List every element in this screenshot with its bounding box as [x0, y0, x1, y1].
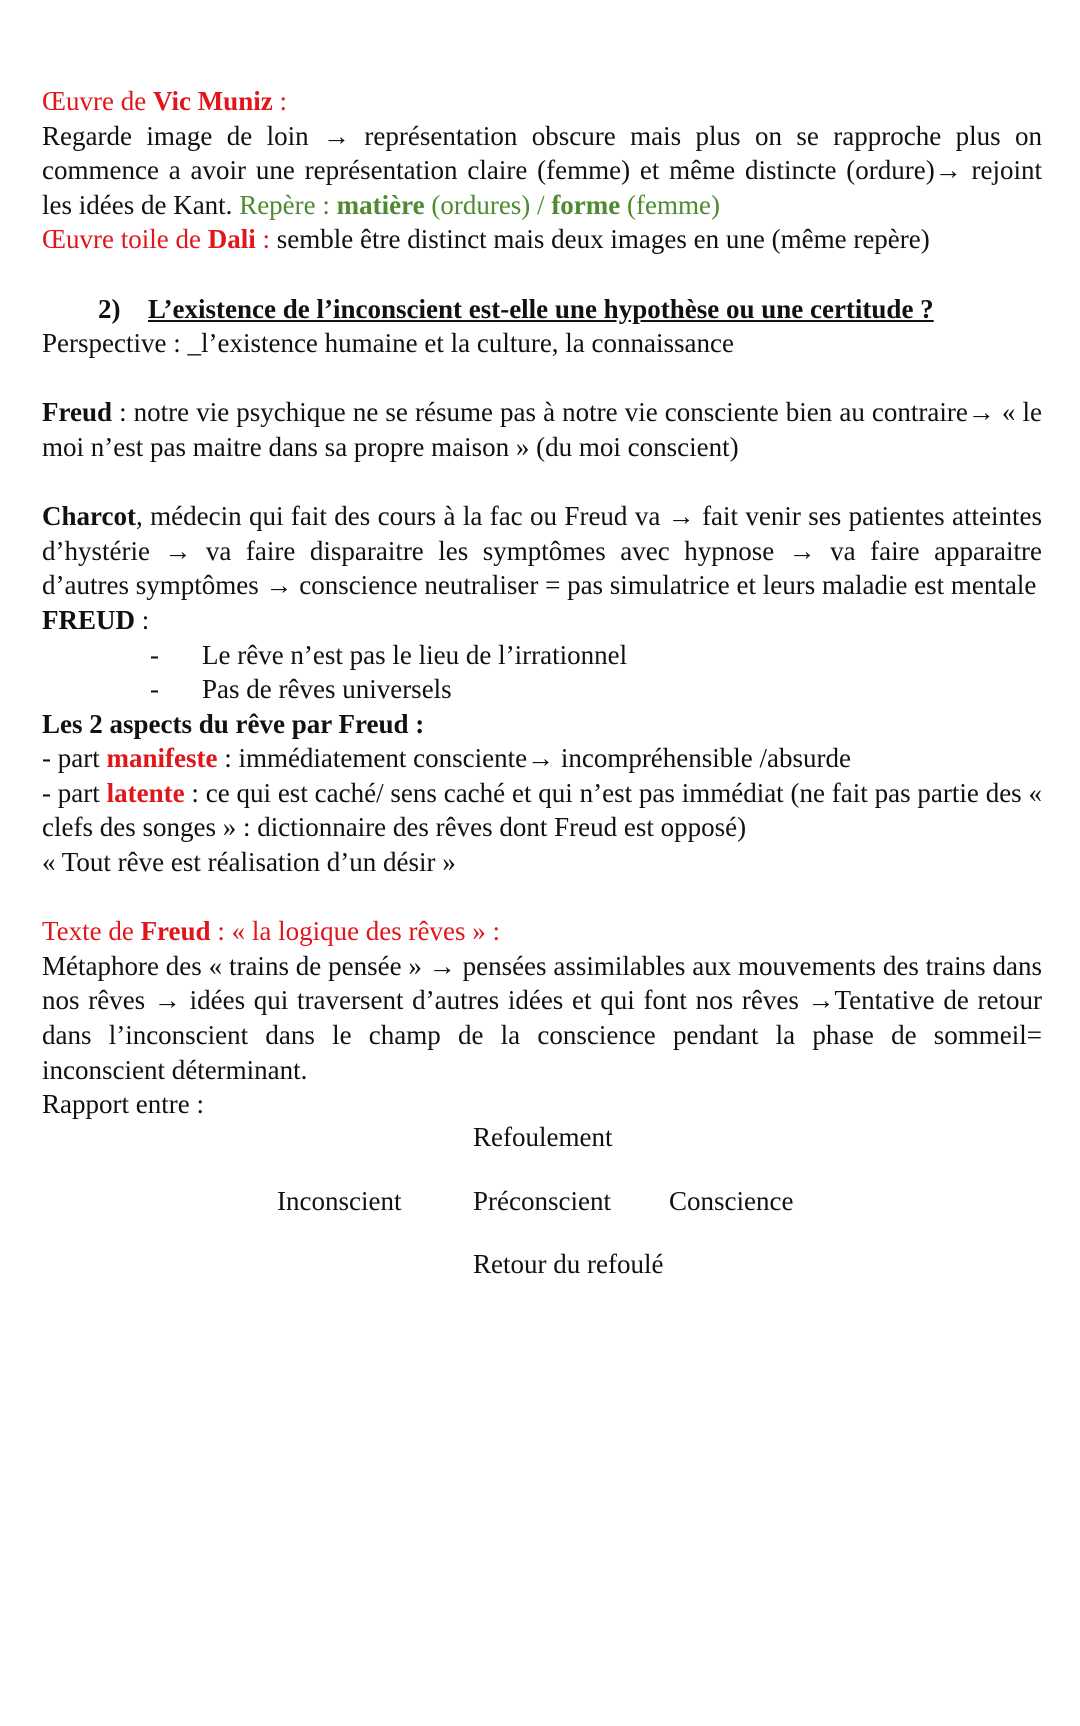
perspective-text: l’existence humaine et la culture, la connaissance: [200, 328, 734, 359]
freud-caps-heading: [42, 603, 1042, 638]
texte-freud-name: Freud: [140, 916, 211, 947]
muniz-text: Regarde image de loin → représentation obscure mais plus on se rapproche plus on commence a avoir une représentation claire (femme) et même distincte (ordure)→ rejoint les idées de Kant.: [42, 120, 1042, 220]
muniz-paragraph: [42, 119, 1042, 223]
diagram-refoulement: Refoulement: [473, 1121, 613, 1152]
texte-freud-title: : « la logique des rêves » :: [210, 916, 501, 947]
charcot-paragraph: [42, 499, 1042, 603]
perspective-label: Perspective :: [42, 328, 188, 359]
freud-caps-colon: :: [135, 604, 150, 635]
dali-heading-prefix: Œuvre toile de: [42, 224, 208, 255]
diagram-inconscient: Inconscient: [277, 1185, 402, 1216]
latente-word: latente: [106, 777, 185, 808]
repere-forme: forme: [551, 189, 621, 220]
manifeste-line: [42, 741, 1042, 776]
bullet-text: Pas de rêves universels: [202, 674, 452, 705]
latente-text: : ce qui est caché/ sens caché et qui n’est pas immédiat (ne fait pas partie des « clefs des songes » : dictionnaire des rêves dont Freud est opposé): [42, 777, 1042, 843]
muniz-heading-prefix: Œuvre de: [42, 86, 153, 116]
bullet-text: Le rêve n’est pas le lieu de l’irrationnel: [202, 639, 628, 670]
manifeste-text: : immédiatement consciente→ incompréhensible /absurde: [217, 743, 851, 774]
charcot-text: , médecin qui fait des cours à la fac ou Freud va → fait venir ses patientes atteintes d’hystérie → va faire disparaitre les symptômes avec hypnose → va faire apparaitre d’autres symptômes → conscience neutraliser = pas simulatrice et leurs maladie est mentale: [42, 501, 1042, 601]
list-item: [42, 672, 1042, 707]
latente-prefix: - part: [42, 777, 107, 808]
latente-paragraph: [42, 776, 1042, 845]
freud-name: Freud: [42, 397, 113, 428]
freud-paragraph: [42, 395, 1042, 464]
dream-quote: « Tout rêve est réalisation d’un désir »: [42, 847, 456, 878]
dali-text: semble être distinct mais deux images en une (même repère): [270, 224, 930, 255]
repere-label: Repère :: [239, 189, 337, 220]
repere-ordures: (ordures) /: [424, 189, 552, 220]
rapport-line: Rapport entre :: [42, 1089, 204, 1120]
psyche-diagram: [42, 1122, 1042, 1322]
muniz-heading: [42, 84, 1042, 119]
repere-matiere: matière: [336, 189, 425, 220]
section-title: L’existence de l’inconscient est-elle une hypothèse ou une certitude ?: [148, 293, 934, 324]
charcot-name: Charcot: [42, 501, 136, 532]
diagram-conscience: Conscience: [669, 1185, 794, 1216]
bullet-dash: -: [150, 639, 159, 670]
diagram-retour: Retour du refoulé: [473, 1248, 664, 1279]
muniz-heading-colon: :: [272, 86, 287, 116]
texte-freud-heading: [42, 914, 1042, 949]
texte-freud-paragraph: Métaphore des « trains de pensée » → pensées assimilables aux mouvements des trains dans nos rêves → idées qui traversent d’autres idées et qui font nos rêves →Tentative de retour dans l’inconscient dans le champ de la conscience pendant la phase de sommeil= inconscient déterminant.: [42, 950, 1042, 1085]
diagram-preconscient: Préconscient: [473, 1185, 611, 1216]
list-item: [42, 638, 1042, 673]
dali-heading-colon: :: [255, 224, 270, 255]
repere-femme: (femme): [620, 189, 720, 220]
bullet-dash: -: [150, 674, 159, 705]
document-page: [42, 84, 1042, 1322]
section-2-heading: [42, 292, 1042, 327]
freud-caps-name: FREUD: [42, 604, 135, 635]
section-number: 2): [98, 293, 121, 324]
dali-paragraph: [42, 222, 1042, 257]
perspective-underscore: _: [187, 328, 201, 359]
texte-freud-prefix: Texte de: [42, 916, 141, 947]
freud-text: : notre vie psychique ne se résume pas à notre vie consciente bien au contraire→ « le moi n’est pas maitre dans sa propre maison » (du moi conscient): [42, 397, 1042, 462]
dali-name: Dali: [207, 224, 256, 255]
perspective-line: [42, 326, 1042, 361]
muniz-name: Vic Muniz: [152, 86, 273, 116]
manifeste-prefix: - part: [42, 743, 107, 774]
manifeste-word: manifeste: [106, 743, 218, 774]
aspects-heading: Les 2 aspects du rêve par Freud :: [42, 708, 425, 739]
